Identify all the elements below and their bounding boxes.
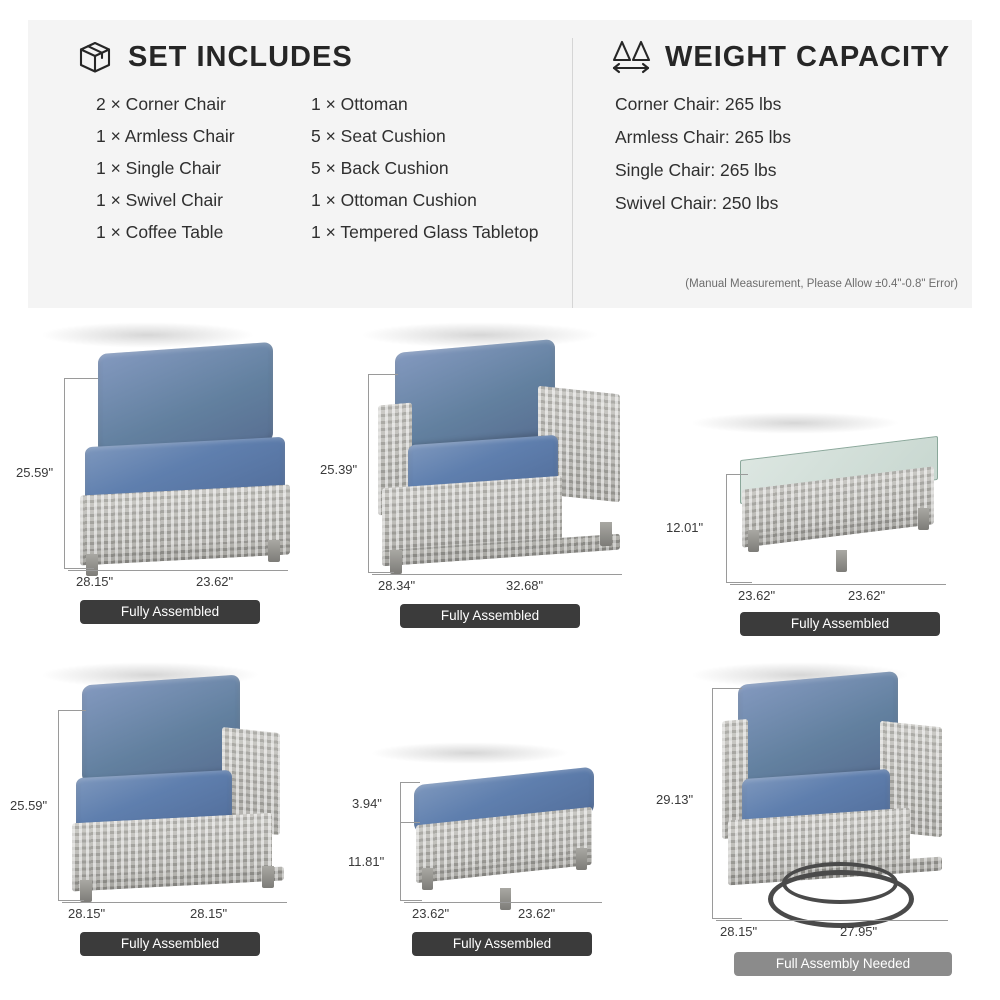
dimension-height: 12.01" <box>666 520 704 535</box>
guide-line <box>68 570 173 571</box>
dimension-depth: 23.62" <box>738 588 776 603</box>
weight-capacity-header <box>611 38 972 76</box>
dimension-cushion-height: 3.94" <box>352 796 382 811</box>
guide-line <box>838 584 946 585</box>
guide-line <box>730 584 838 585</box>
set-includes-title: SET INCLUDES <box>128 40 353 73</box>
guide-line <box>167 902 287 903</box>
dimension-depth: 28.15" <box>720 924 758 939</box>
assembly-badge: Fully Assembled <box>412 932 592 956</box>
guide-line <box>173 570 288 571</box>
guide-line <box>58 900 84 901</box>
guide-line <box>62 902 167 903</box>
product-corner-chair <box>10 662 330 992</box>
guide-line <box>64 378 65 568</box>
back-cushion-art <box>98 342 273 454</box>
set-includes-header <box>76 38 572 76</box>
leg-art <box>80 880 92 902</box>
set-include-item: 1 × Armless Chair <box>96 126 235 146</box>
product-coffee-table <box>666 412 980 652</box>
product-armless-chair <box>16 322 330 642</box>
leg-art <box>500 888 511 910</box>
box-icon <box>76 38 114 76</box>
guide-line <box>712 688 713 918</box>
set-include-item: 1 × Swivel Chair <box>96 190 223 210</box>
set-include-item: 1 × Tempered Glass Tabletop <box>311 222 539 242</box>
set-include-item: 1 × Coffee Table <box>96 222 224 242</box>
drop-shadow <box>690 412 900 434</box>
guide-line <box>712 688 742 689</box>
guide-line <box>808 920 948 921</box>
guide-line <box>58 710 86 711</box>
leg-art <box>390 550 402 574</box>
set-include-item: 1 × Ottoman Cushion <box>311 190 477 210</box>
product-ottoman <box>348 742 650 992</box>
dimension-width: 23.62" <box>848 588 886 603</box>
weight-capacity-item: Single Chair: 265 lbs <box>615 160 777 180</box>
dimension-height: 11.81" <box>348 854 385 869</box>
leg-art <box>600 522 612 546</box>
guide-line <box>64 568 94 569</box>
drop-shadow <box>370 742 570 764</box>
guide-line <box>712 918 742 919</box>
set-include-item: 2 × Corner Chair <box>96 94 226 114</box>
guide-line <box>716 920 808 921</box>
dimension-depth: 28.15" <box>68 906 106 921</box>
guide-line <box>64 378 98 379</box>
dimension-width: 27.95" <box>840 924 878 939</box>
assembly-badge: Fully Assembled <box>80 600 260 624</box>
guide-line <box>472 574 622 575</box>
measurement-disclaimer: (Manual Measurement, Please Allow ±0.4"-0.8" Error) <box>685 278 958 290</box>
assembly-badge: Fully Assembled <box>740 612 940 636</box>
set-includes-column-1 <box>96 94 311 243</box>
dimension-height: 25.59" <box>16 465 54 480</box>
product-swivel-chair <box>656 662 990 992</box>
set-include-item: 5 × Back Cushion <box>311 158 449 178</box>
guide-line <box>368 572 394 573</box>
weight-capacity-item: Corner Chair: 265 lbs <box>615 94 782 114</box>
swivel-base-art <box>782 862 898 904</box>
guide-line <box>726 474 727 582</box>
caliper-icon <box>611 38 651 76</box>
assembly-badge: Fully Assembled <box>80 932 260 956</box>
guide-line <box>404 902 502 903</box>
set-include-item: 1 × Single Chair <box>96 158 222 178</box>
leg-art <box>918 508 929 530</box>
guide-line <box>372 574 472 575</box>
dimension-width: 23.62" <box>196 574 234 589</box>
weight-capacity-item: Swivel Chair: 250 lbs <box>615 193 779 213</box>
set-include-item: 1 × Ottoman <box>311 94 408 114</box>
dimension-depth: 28.15" <box>76 574 114 589</box>
leg-art <box>836 550 847 572</box>
drop-shadow <box>360 322 600 348</box>
guide-line <box>400 782 401 900</box>
guide-line <box>726 474 748 475</box>
weight-capacity-section <box>573 38 972 308</box>
guide-line <box>400 900 422 901</box>
dimension-depth: 23.62" <box>412 906 450 921</box>
back-cushion-art <box>82 674 240 783</box>
weight-capacity-list <box>605 94 972 214</box>
set-include-item: 5 × Seat Cushion <box>311 126 446 146</box>
guide-line <box>58 710 59 900</box>
assembly-badge: Full Assembly Needed <box>734 952 952 976</box>
product-diagram-grid <box>0 322 1000 1000</box>
weight-capacity-item: Armless Chair: 265 lbs <box>615 127 792 147</box>
back-cushion-art <box>738 671 898 785</box>
leg-art <box>262 866 274 888</box>
guide-line <box>726 582 752 583</box>
dimension-depth: 28.34" <box>378 578 416 593</box>
weight-capacity-title: WEIGHT CAPACITY <box>665 40 951 73</box>
product-single-chair <box>320 322 660 652</box>
dimension-height: 29.13" <box>656 792 694 807</box>
set-includes-section <box>28 38 573 308</box>
guide-line <box>368 374 398 375</box>
dimension-width: 32.68" <box>506 578 544 593</box>
leg-art <box>86 554 98 576</box>
leg-art <box>422 868 433 890</box>
dimension-width: 28.15" <box>190 906 228 921</box>
assembly-badge: Fully Assembled <box>400 604 580 628</box>
leg-art <box>268 540 280 562</box>
dimension-height: 25.59" <box>10 798 48 813</box>
set-includes-column-2 <box>311 94 538 243</box>
drop-shadow <box>40 322 255 348</box>
back-cushion-art <box>395 339 555 449</box>
dimension-width: 23.62" <box>518 906 556 921</box>
info-panel <box>28 20 972 308</box>
leg-art <box>748 530 759 552</box>
guide-line <box>502 902 602 903</box>
guide-line <box>400 782 420 783</box>
guide-line <box>368 374 369 572</box>
guide-line <box>400 822 420 823</box>
leg-art <box>576 848 587 870</box>
dimension-height: 25.39" <box>320 462 358 477</box>
